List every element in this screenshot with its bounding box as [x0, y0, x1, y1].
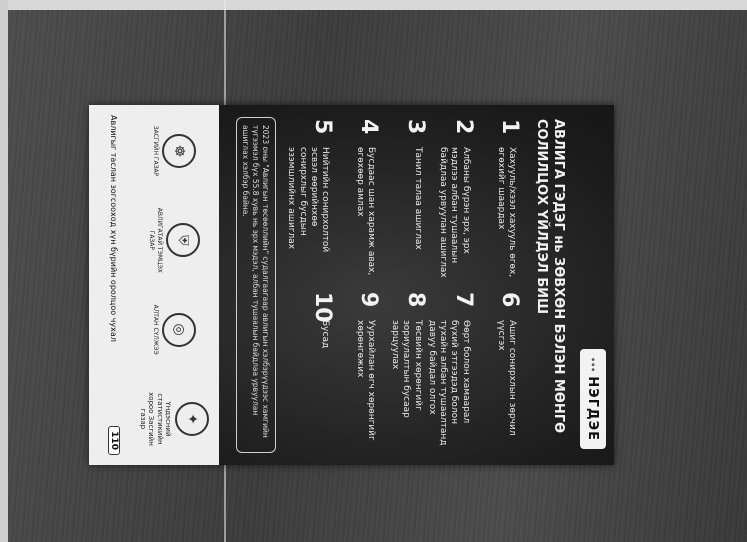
statistic-note: 2023 оны "Авлигын төсөөллийн" судалгаагаар авлигын хэлбэрүүдээс хамгийн түгээмэл бүх 55.8 хувь нь эрх мэдэл, албан тушаалын байдлаа урвуулан ашиглах хэлбэр байна.	[236, 117, 276, 453]
list-item	[379, 119, 428, 278]
item-number: 8	[402, 292, 428, 308]
logo-dots: •••	[588, 356, 598, 373]
emblem-icon: ☸	[162, 134, 196, 168]
partner-logo	[148, 204, 199, 276]
partner-label: ЗАСГИЙН ГАЗАР	[152, 125, 160, 177]
footer-slogan: Авлигыг таслан зогсооход хүн бүрийн оролцоо чухал	[109, 115, 119, 342]
list-item	[474, 119, 520, 278]
partner-label: АЛТАН СҮЛЖЭЭ	[152, 304, 160, 355]
partner-logo	[152, 294, 196, 366]
item-number: 6	[497, 292, 522, 308]
list-item	[285, 292, 336, 451]
partner-logo	[139, 383, 210, 455]
item-text: Ашиг сонирхлын зөрчил үүсгэх	[495, 320, 517, 436]
item-number: 10	[310, 292, 336, 323]
item-text: Уурхайлан өгч хөрөнгийг хөрөнгөжих	[355, 320, 377, 441]
list-item	[426, 119, 474, 278]
paper-edge-left	[0, 0, 8, 542]
list-item	[333, 119, 382, 278]
hotline-badge: 110	[108, 426, 120, 455]
item-number: 1	[497, 119, 522, 135]
item-text: Албаны бүрэн эрх, эрх мэдлээ албан тушаалын байдлаа урвуулан ашиглах	[438, 147, 471, 278]
item-number: 4	[356, 119, 382, 135]
logo-row	[578, 105, 606, 465]
partner-label: АВЛИГАТАЙ ТЭМЦЭХ ГАЗАР	[148, 207, 163, 273]
headline: АВЛИГА ГЭДЭГ нь ЗӨВХӨН БЭЛЭН МӨНГӨ СОЛИЛЦОХ ҮЙЛДЭЛ БИШ	[534, 119, 566, 434]
list-item	[474, 292, 520, 451]
item-text: Төсвийн хөрөнгийг зориулалтын бусаар зарцуулах	[390, 320, 423, 418]
footer-text-row	[105, 115, 123, 455]
item-number: 9	[356, 292, 382, 308]
footer-panel	[89, 105, 219, 465]
item-text: Нийтийн сонирхолтой эсвэл өөрийнхөө сонирхлыг бусдын эзэмшлийнх ашиглах	[286, 147, 331, 253]
item-number: 7	[450, 292, 476, 308]
item-text: Бусад	[320, 320, 331, 349]
anti-corruption-flyer	[89, 105, 614, 465]
item-number: 3	[402, 119, 428, 135]
partner-logo	[152, 115, 196, 187]
logo-text: НЭГДЭЕ	[585, 376, 601, 441]
circle-logo-icon: ◎	[162, 313, 196, 347]
brand-logo	[580, 349, 606, 449]
item-number: 2	[450, 119, 476, 135]
list-item	[379, 292, 428, 451]
shield-icon: ⛨	[166, 223, 200, 257]
item-text: Хахууль/хээл хахууль өгөх, өгөхийг шаардах	[495, 147, 517, 278]
list-item	[426, 292, 474, 451]
item-text: Өөрт болон хамаарал бүхий этгээдэд болон тухайн албан тушаалтанд давуу байдал олгох	[426, 320, 471, 446]
partner-logos	[139, 115, 209, 455]
partner-label: Үндэсний статистикийн хороо Засгийн газар	[139, 392, 173, 446]
list-item	[333, 292, 382, 451]
item-text: Бусдаас шан харамж авах, өгөхөөр амлах	[355, 147, 377, 276]
item-number: 5	[310, 119, 336, 135]
item-text: Танил талаа ашиглах	[412, 147, 423, 250]
paper-edge-top	[0, 0, 747, 10]
list-item	[285, 119, 336, 278]
corruption-forms-list	[285, 119, 520, 451]
crest-icon: ✦	[175, 402, 209, 436]
